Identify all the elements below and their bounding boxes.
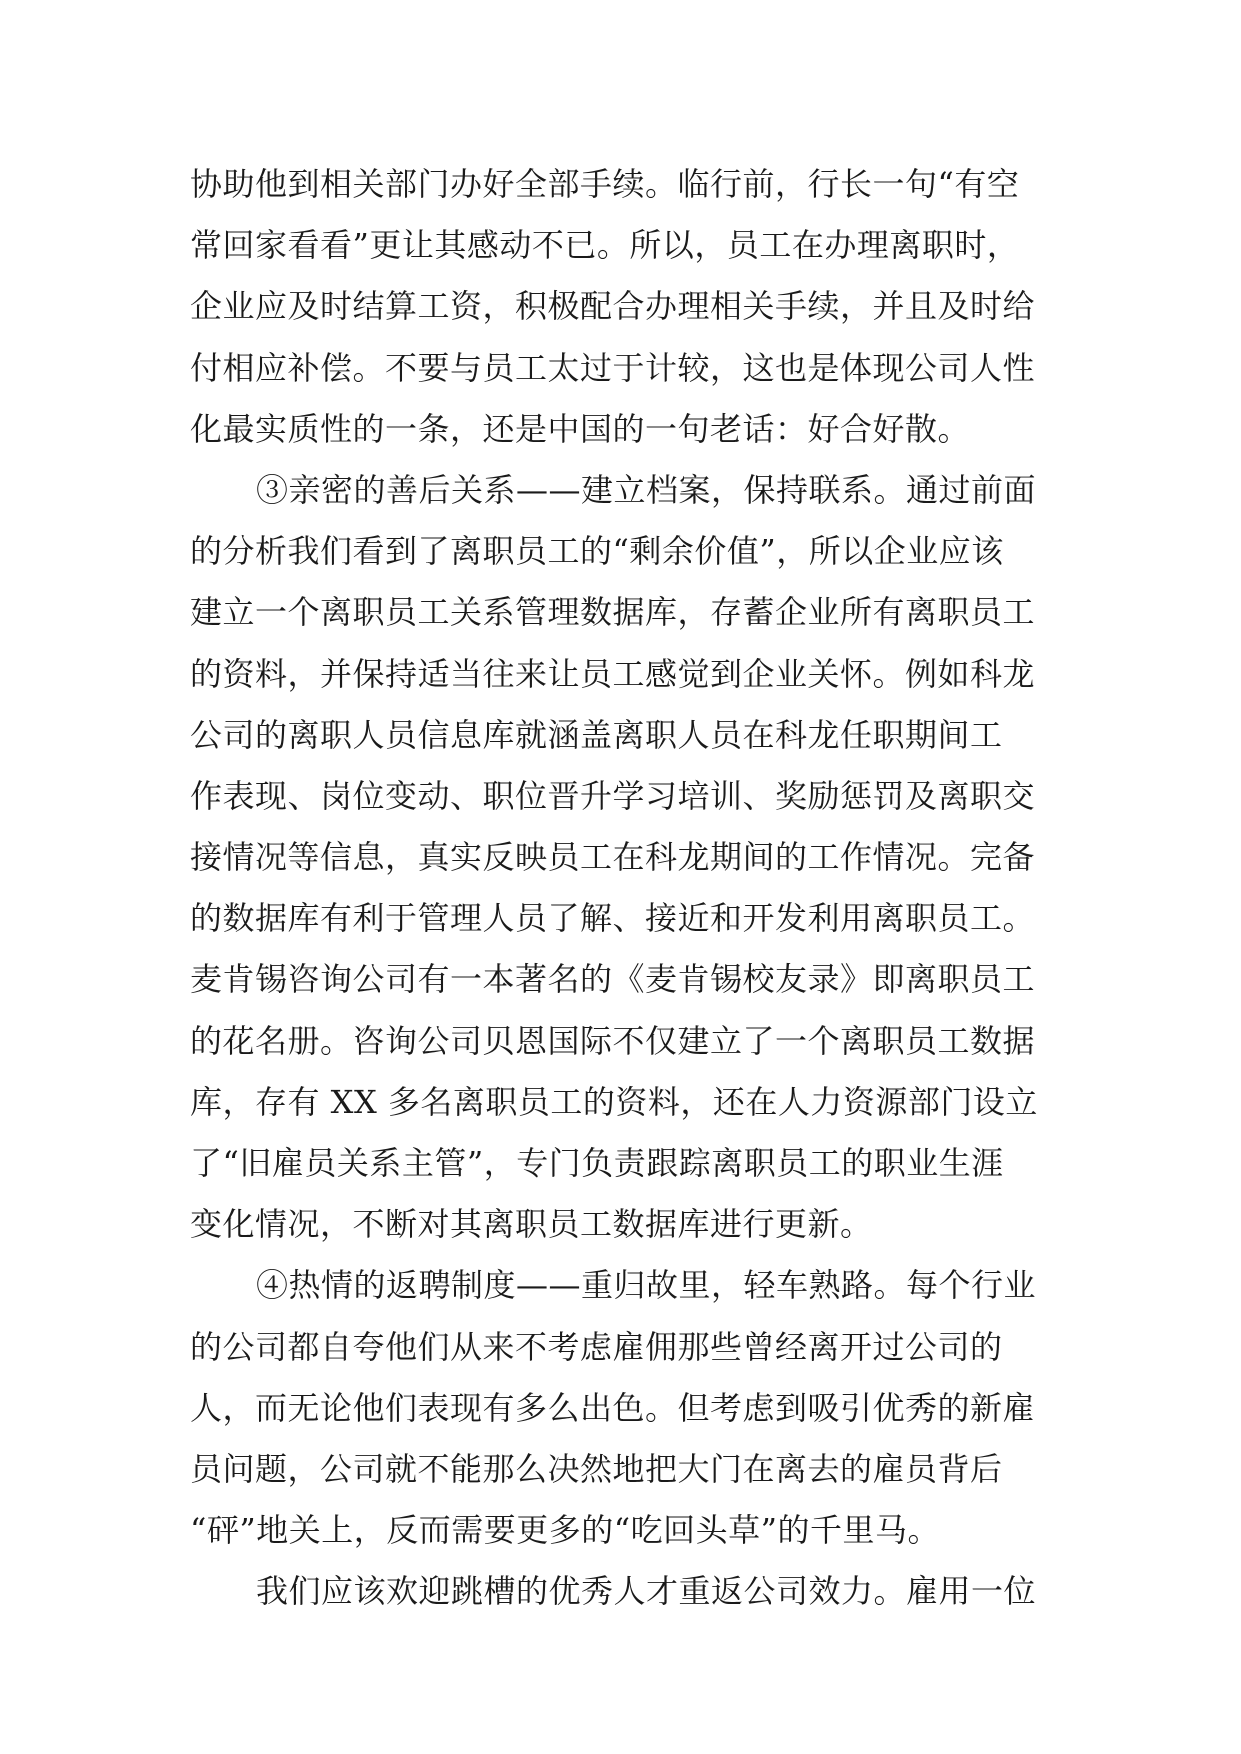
text-line: 化最实质性的一条，还是中国的一句老话：好合好散。 xyxy=(190,409,971,448)
text-line: 了“旧雇员关系主管”，专门负责跟踪离职员工的职业生涯 xyxy=(190,1144,1004,1182)
text-line: 变化情况，不断对其离职员工数据库进行更新。 xyxy=(190,1205,873,1244)
text-line: 的公司都自夸他们从来不考虑雇佣那些曾经离开过公司的 xyxy=(190,1327,1003,1366)
paragraph-first-line: ④热情的返聘制度——重归故里，轻车熟路。每个行业 xyxy=(256,1266,1037,1305)
body-text xyxy=(190,154,1060,1623)
text-line: 麦肯锡咨询公司有一本著名的《麦肯锡校友录》即离职员工 xyxy=(190,960,1036,999)
text-line: 接情况等信息，真实反映员工在科龙期间的工作情况。完备 xyxy=(190,838,1036,877)
text-line: 的花名册。咨询公司贝恩国际不仅建立了一个离职员工数据 xyxy=(190,1021,1036,1060)
text-line: 公司的离职人员信息库就涵盖离职人员在科龙任职期间工 xyxy=(190,715,1003,754)
text-line: 的数据库有利于管理人员了解、接近和开发利用离职员工。 xyxy=(190,899,1036,938)
text-line: “砰”地关上，反而需要更多的“吃回头草”的千里马。 xyxy=(190,1511,940,1550)
text-line: 协助他到相关部门办好全部手续。临行前，行长一句“有空 xyxy=(190,165,1020,203)
text-line: 人，而无论他们表现有多么出色。但考虑到吸引优秀的新雇 xyxy=(190,1388,1036,1427)
text-line: 库，存有 XX 多名离职员工的资料，还在人力资源部门设立 xyxy=(190,1082,1038,1121)
text-line: 作表现、岗位变动、职位晋升学习培训、奖励惩罚及离职交 xyxy=(190,776,1036,815)
text-line: 的资料，并保持适当往来让员工感觉到企业关怀。例如科龙 xyxy=(190,654,1036,693)
paragraph-first-line: ③亲密的善后关系——建立档案，保持联系。通过前面 xyxy=(256,470,1037,509)
text-line: 企业应及时结算工资，积极配合办理相关手续，并且及时给 xyxy=(190,287,1036,326)
text-line: 建立一个离职员工关系管理数据库，存蓄企业所有离职员工 xyxy=(190,593,1036,632)
paragraph-first-line: 我们应该欢迎跳槽的优秀人才重返公司效力。雇用一位 xyxy=(256,1572,1037,1611)
text-line: 的分析我们看到了离职员工的“剩余价值”，所以企业应该 xyxy=(190,532,1004,571)
text-line: 员问题，公司就不能那么决然地把大门在离去的雇员背后 xyxy=(190,1449,1003,1488)
text-line: 常回家看看”更让其感动不已。所以，员工在办理离职时， xyxy=(190,226,1020,265)
text-line: 付相应补偿。不要与员工太过于计较，这也是体现公司人性 xyxy=(190,348,1036,387)
